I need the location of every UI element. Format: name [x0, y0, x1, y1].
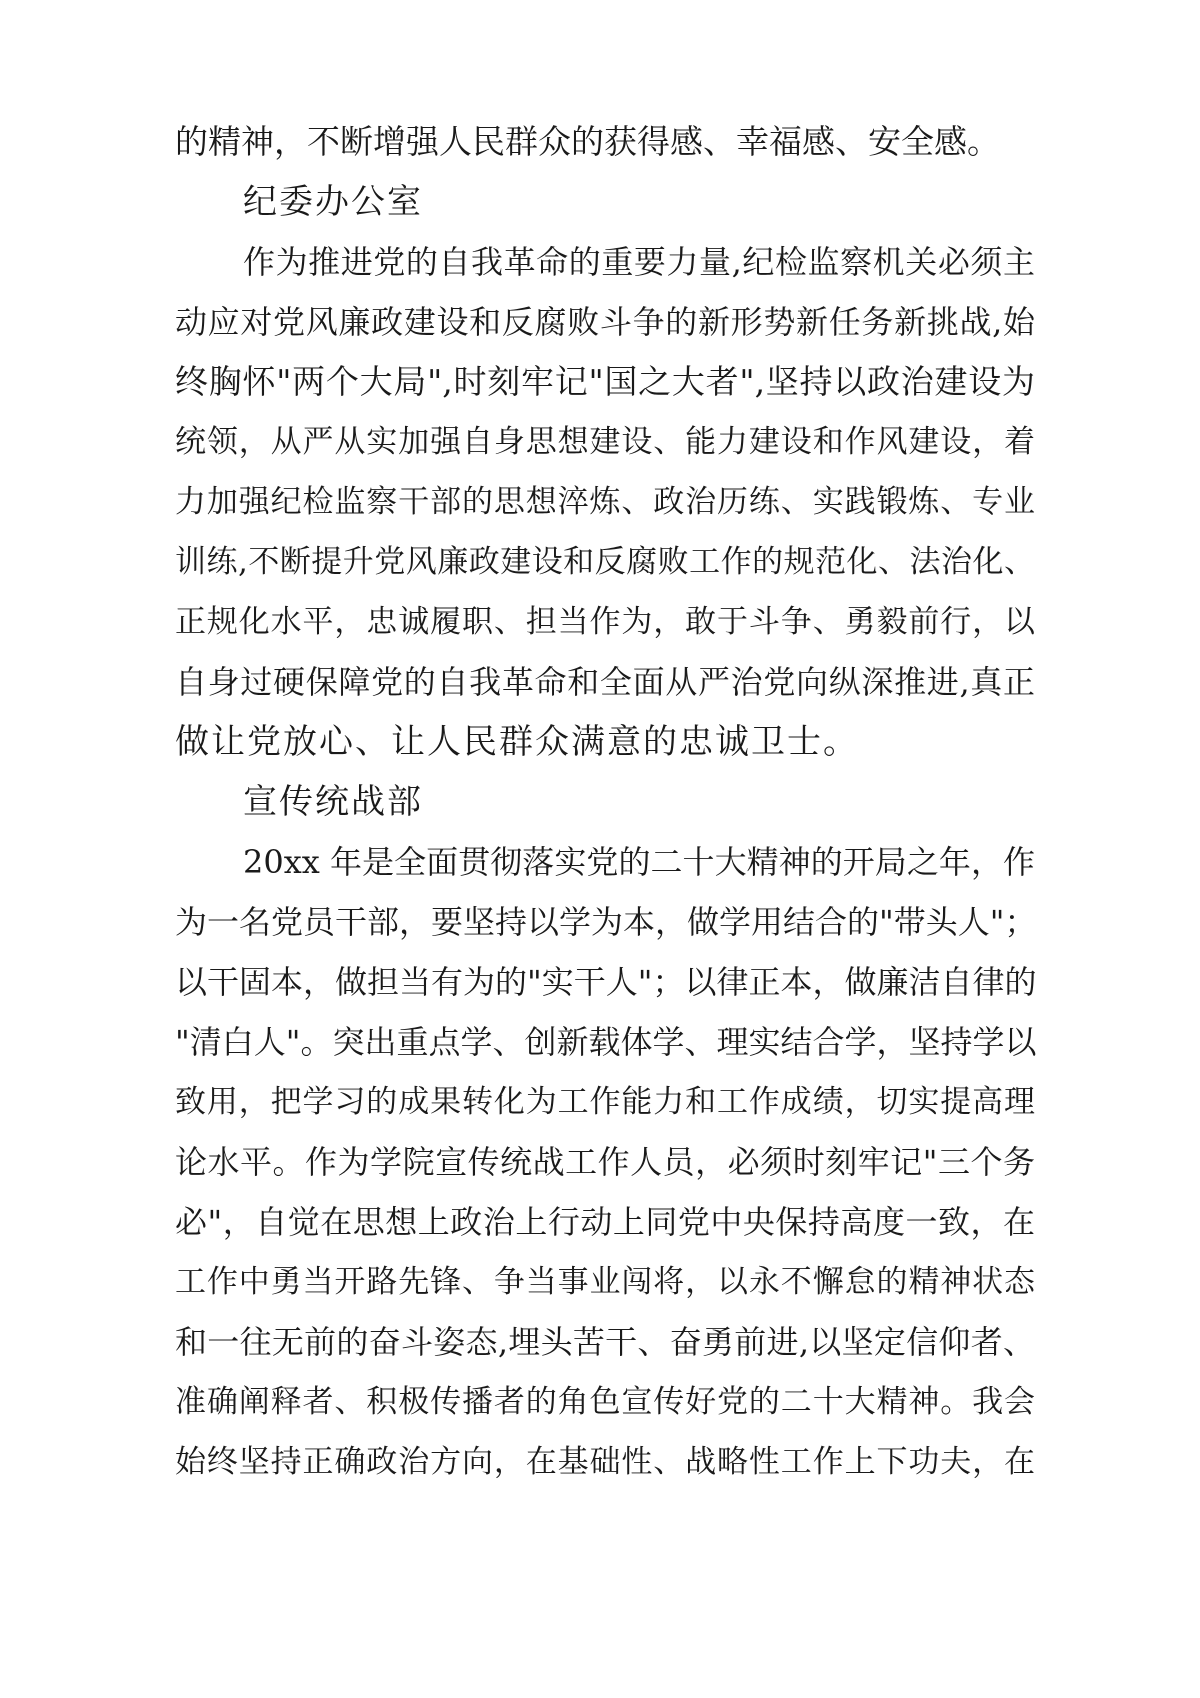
text-line: 自身过硬保障党的自我革命和全面从严治党向纵深推进,真正	[175, 663, 1035, 701]
text-line: 力加强纪检监察干部的思想淬炼、政治历练、实践锻炼、专业	[175, 484, 1035, 520]
text-line: 准确阐释者、积极传播者的角色宣传好党的二十大精神。我会	[175, 1384, 1035, 1420]
text-line: 终胸怀"两个大局",时刻牢记"国之大者",坚持以政治建设为	[175, 362, 1035, 401]
text-line: 动应对党风廉政建设和反腐败斗争的新形势新任务新挑战,始	[175, 303, 1035, 341]
text-line: 的精神，不断增强人民群众的获得感、幸福感、安全感。	[175, 122, 1000, 161]
text-line: 正规化水平，忠诚履职、担当作为，敢于斗争、勇毅前行，以	[175, 604, 1035, 640]
document-body	[175, 112, 1035, 1492]
text-line: 工作中勇当开路先锋、争当事业闯将，以永不懈怠的精神状态	[175, 1264, 1035, 1300]
text-line: 统领，从严从实加强自身思想建设、能力建设和作风建设，着	[175, 424, 1035, 460]
text-line: 做让党放心、让人民群众满意的忠诚卫士。	[175, 722, 859, 762]
text-line: 20xx 年是全面贯彻落实党的二十大精神的开局之年，作	[243, 843, 1035, 881]
section-heading-jiwei-office: 纪委办公室	[243, 182, 423, 222]
text-line: 和一往无前的奋斗姿态,埋头苦干、奋勇前进,以坚定信仰者、	[175, 1323, 1035, 1361]
text-line: 始终坚持正确政治方向，在基础性、战略性工作上下功夫，在	[175, 1444, 1035, 1480]
text-line: 为一名党员干部，要坚持以学为本，做学用结合的"带头人"；	[175, 903, 1037, 941]
text-line: 以干固本，做担当有为的"实干人"；以律正本，做廉洁自律的	[175, 963, 1037, 1001]
text-line: 训练,不断提升党风廉政建设和反腐败工作的规范化、法治化、	[175, 544, 1035, 580]
section-heading-publicity-department: 宣传统战部	[243, 782, 423, 822]
text-line: "清白人"。突出重点学、创新载体学、理实结合学，坚持学以	[175, 1023, 1037, 1061]
text-line: 论水平。作为学院宣传统战工作人员，必须时刻牢记"三个务	[175, 1143, 1035, 1181]
text-line: 作为推进党的自我革命的重要力量,纪检监察机关必须主	[243, 243, 1035, 281]
text-line: 致用，把学习的成果转化为工作能力和工作成绩，切实提高理	[175, 1084, 1035, 1120]
text-line: 必"，自觉在思想上政治上行动上同党中央保持高度一致，在	[175, 1203, 1035, 1241]
